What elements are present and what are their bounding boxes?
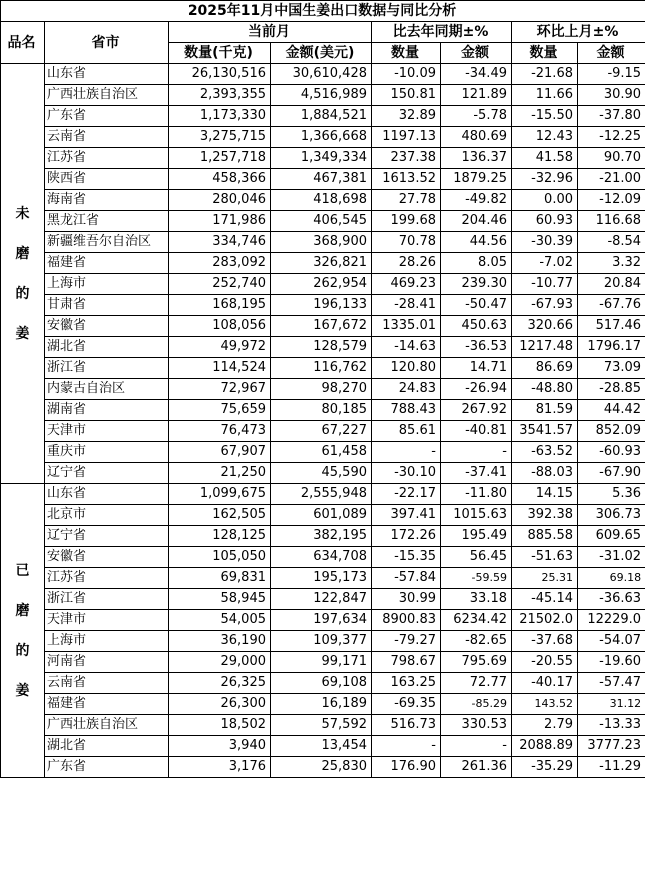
mom-amount-cell: 3.32 [578, 253, 645, 274]
mom-amount-cell: 517.46 [578, 316, 645, 337]
mom-amount-cell: -37.80 [578, 106, 645, 127]
quantity-cell: 3,176 [169, 757, 271, 778]
header-row-1 [1, 22, 645, 43]
mom-amount-cell: -9.15 [578, 64, 645, 85]
header-yoy: 比去年同期±% [372, 22, 512, 43]
mom-amount-cell: -54.07 [578, 631, 645, 652]
table-row [1, 694, 645, 715]
mom-quantity-cell: 12.43 [512, 127, 578, 148]
province-cell: 天津市 [45, 421, 169, 442]
table-row [1, 337, 645, 358]
quantity-cell: 21,250 [169, 463, 271, 484]
yoy-quantity-cell: -15.35 [372, 547, 441, 568]
category-label [1, 484, 45, 778]
quantity-cell: 1,099,675 [169, 484, 271, 505]
yoy-amount-cell: 239.30 [441, 274, 512, 295]
mom-amount-cell: -21.00 [578, 169, 645, 190]
mom-quantity-cell: -45.14 [512, 589, 578, 610]
quantity-cell: 252,740 [169, 274, 271, 295]
yoy-amount-cell: 267.92 [441, 400, 512, 421]
province-cell: 福建省 [45, 694, 169, 715]
mom-quantity-cell: 60.93 [512, 211, 578, 232]
province-cell: 辽宁省 [45, 526, 169, 547]
table-row [1, 715, 645, 736]
yoy-quantity-cell: 798.67 [372, 652, 441, 673]
yoy-quantity-cell: -22.17 [372, 484, 441, 505]
yoy-quantity-cell: - [372, 736, 441, 757]
province-cell: 福建省 [45, 253, 169, 274]
quantity-cell: 29,000 [169, 652, 271, 673]
header-current-month: 当前月 [169, 22, 372, 43]
yoy-quantity-cell: 30.99 [372, 589, 441, 610]
mom-quantity-cell: -32.96 [512, 169, 578, 190]
yoy-amount-cell: 1015.63 [441, 505, 512, 526]
province-cell: 天津市 [45, 610, 169, 631]
quantity-cell: 54,005 [169, 610, 271, 631]
province-cell: 云南省 [45, 127, 169, 148]
mom-quantity-cell: -51.63 [512, 547, 578, 568]
province-cell: 云南省 [45, 673, 169, 694]
mom-quantity-cell: -63.52 [512, 442, 578, 463]
province-cell: 上海市 [45, 631, 169, 652]
yoy-amount-cell: 261.36 [441, 757, 512, 778]
yoy-quantity-cell: 120.80 [372, 358, 441, 379]
mom-amount-cell: 30.90 [578, 85, 645, 106]
header-mom-amount: 金额 [578, 43, 645, 64]
quantity-cell: 36,190 [169, 631, 271, 652]
amount-cell: 167,672 [271, 316, 372, 337]
mom-amount-cell: 69.18 [578, 568, 645, 589]
yoy-amount-cell: 121.89 [441, 85, 512, 106]
quantity-cell: 283,092 [169, 253, 271, 274]
amount-cell: 326,821 [271, 253, 372, 274]
mom-amount-cell: -13.33 [578, 715, 645, 736]
table-row [1, 421, 645, 442]
amount-cell: 1,884,521 [271, 106, 372, 127]
mom-amount-cell: 90.70 [578, 148, 645, 169]
table-row [1, 400, 645, 421]
yoy-quantity-cell: 516.73 [372, 715, 441, 736]
table-row [1, 484, 645, 505]
province-cell: 陕西省 [45, 169, 169, 190]
table-row [1, 526, 645, 547]
mom-quantity-cell: -48.80 [512, 379, 578, 400]
province-cell: 山东省 [45, 484, 169, 505]
yoy-quantity-cell: 32.89 [372, 106, 441, 127]
header-mom: 环比上月±% [512, 22, 645, 43]
quantity-cell: 49,972 [169, 337, 271, 358]
mom-amount-cell: 852.09 [578, 421, 645, 442]
header-province: 省市 [45, 22, 169, 64]
province-cell: 浙江省 [45, 589, 169, 610]
yoy-amount-cell: 795.69 [441, 652, 512, 673]
mom-amount-cell: -60.93 [578, 442, 645, 463]
table-row [1, 631, 645, 652]
mom-amount-cell: 44.42 [578, 400, 645, 421]
province-cell: 北京市 [45, 505, 169, 526]
mom-amount-cell: -67.76 [578, 295, 645, 316]
table-row [1, 190, 645, 211]
table-row [1, 442, 645, 463]
amount-cell: 467,381 [271, 169, 372, 190]
table-row [1, 589, 645, 610]
mom-quantity-cell: 1217.48 [512, 337, 578, 358]
mom-quantity-cell: -37.68 [512, 631, 578, 652]
province-cell: 江苏省 [45, 148, 169, 169]
province-cell: 甘肃省 [45, 295, 169, 316]
yoy-quantity-cell: 199.68 [372, 211, 441, 232]
yoy-quantity-cell: 27.78 [372, 190, 441, 211]
amount-cell: 69,108 [271, 673, 372, 694]
yoy-amount-cell: -36.53 [441, 337, 512, 358]
province-cell: 安徽省 [45, 547, 169, 568]
table-row [1, 652, 645, 673]
mom-amount-cell: 73.09 [578, 358, 645, 379]
amount-cell: 57,592 [271, 715, 372, 736]
quantity-cell: 75,659 [169, 400, 271, 421]
yoy-amount-cell: -40.81 [441, 421, 512, 442]
amount-cell: 25,830 [271, 757, 372, 778]
amount-cell: 601,089 [271, 505, 372, 526]
mom-quantity-cell: 41.58 [512, 148, 578, 169]
table-row [1, 127, 645, 148]
quantity-cell: 72,967 [169, 379, 271, 400]
mom-amount-cell: -12.09 [578, 190, 645, 211]
yoy-quantity-cell: 788.43 [372, 400, 441, 421]
table-row [1, 274, 645, 295]
mom-quantity-cell: 3541.57 [512, 421, 578, 442]
amount-cell: 196,133 [271, 295, 372, 316]
yoy-quantity-cell: 85.61 [372, 421, 441, 442]
quantity-cell: 162,505 [169, 505, 271, 526]
amount-cell: 99,171 [271, 652, 372, 673]
amount-cell: 128,579 [271, 337, 372, 358]
mom-quantity-cell: 885.58 [512, 526, 578, 547]
mom-amount-cell: 3777.23 [578, 736, 645, 757]
table-row [1, 736, 645, 757]
table-row [1, 295, 645, 316]
province-cell: 上海市 [45, 274, 169, 295]
quantity-cell: 458,366 [169, 169, 271, 190]
province-cell: 河南省 [45, 652, 169, 673]
quantity-cell: 69,831 [169, 568, 271, 589]
amount-cell: 406,545 [271, 211, 372, 232]
yoy-amount-cell: 8.05 [441, 253, 512, 274]
province-cell: 江苏省 [45, 568, 169, 589]
amount-cell: 109,377 [271, 631, 372, 652]
yoy-quantity-cell: 70.78 [372, 232, 441, 253]
table-row [1, 547, 645, 568]
table-row [1, 463, 645, 484]
yoy-quantity-cell: 24.83 [372, 379, 441, 400]
header-yoy-amount: 金额 [441, 43, 512, 64]
province-cell: 湖南省 [45, 400, 169, 421]
quantity-cell: 58,945 [169, 589, 271, 610]
mom-quantity-cell: 11.66 [512, 85, 578, 106]
amount-cell: 13,454 [271, 736, 372, 757]
province-cell: 安徽省 [45, 316, 169, 337]
mom-quantity-cell: 2.79 [512, 715, 578, 736]
yoy-quantity-cell: -69.35 [372, 694, 441, 715]
title-row [1, 1, 645, 22]
mom-amount-cell: -11.29 [578, 757, 645, 778]
amount-cell: 116,762 [271, 358, 372, 379]
yoy-quantity-cell: -14.63 [372, 337, 441, 358]
mom-quantity-cell: -88.03 [512, 463, 578, 484]
mom-amount-cell: 609.65 [578, 526, 645, 547]
yoy-quantity-cell: 176.90 [372, 757, 441, 778]
quantity-cell: 168,195 [169, 295, 271, 316]
mom-amount-cell: -67.90 [578, 463, 645, 484]
yoy-quantity-cell: 150.81 [372, 85, 441, 106]
amount-cell: 45,590 [271, 463, 372, 484]
province-cell: 山东省 [45, 64, 169, 85]
table-row [1, 316, 645, 337]
mom-amount-cell: -28.85 [578, 379, 645, 400]
yoy-quantity-cell: -57.84 [372, 568, 441, 589]
quantity-cell: 114,524 [169, 358, 271, 379]
mom-quantity-cell: 0.00 [512, 190, 578, 211]
amount-cell: 1,366,668 [271, 127, 372, 148]
amount-cell: 2,555,948 [271, 484, 372, 505]
category-label [1, 64, 45, 484]
mom-quantity-cell: 81.59 [512, 400, 578, 421]
mom-quantity-cell: 25.31 [512, 568, 578, 589]
amount-cell: 30,610,428 [271, 64, 372, 85]
yoy-amount-cell: 204.46 [441, 211, 512, 232]
table-row [1, 568, 645, 589]
table-row [1, 757, 645, 778]
yoy-quantity-cell: -28.41 [372, 295, 441, 316]
quantity-cell: 3,940 [169, 736, 271, 757]
yoy-amount-cell: 1879.25 [441, 169, 512, 190]
quantity-cell: 26,130,516 [169, 64, 271, 85]
amount-cell: 368,900 [271, 232, 372, 253]
header-yoy-qty: 数量 [372, 43, 441, 64]
yoy-amount-cell: -11.80 [441, 484, 512, 505]
mom-quantity-cell: 21502.0 [512, 610, 578, 631]
yoy-quantity-cell: 8900.83 [372, 610, 441, 631]
table-row [1, 106, 645, 127]
mom-quantity-cell: -20.55 [512, 652, 578, 673]
quantity-cell: 280,046 [169, 190, 271, 211]
mom-quantity-cell: -35.29 [512, 757, 578, 778]
province-cell: 湖北省 [45, 736, 169, 757]
amount-cell: 98,270 [271, 379, 372, 400]
table-row [1, 211, 645, 232]
yoy-quantity-cell: - [372, 442, 441, 463]
yoy-quantity-cell: -30.10 [372, 463, 441, 484]
yoy-quantity-cell: 469.23 [372, 274, 441, 295]
amount-cell: 634,708 [271, 547, 372, 568]
province-cell: 广西壮族自治区 [45, 715, 169, 736]
province-cell: 黑龙江省 [45, 211, 169, 232]
mom-amount-cell: 31.12 [578, 694, 645, 715]
yoy-amount-cell: -59.59 [441, 568, 512, 589]
yoy-amount-cell: -37.41 [441, 463, 512, 484]
yoy-amount-cell: - [441, 442, 512, 463]
mom-quantity-cell: 2088.89 [512, 736, 578, 757]
header-category: 品名 [1, 22, 45, 64]
table-row [1, 610, 645, 631]
table-row [1, 148, 645, 169]
category-name: 已磨的姜 [15, 562, 30, 699]
yoy-amount-cell: - [441, 736, 512, 757]
mom-quantity-cell: 320.66 [512, 316, 578, 337]
quantity-cell: 128,125 [169, 526, 271, 547]
province-cell: 内蒙古自治区 [45, 379, 169, 400]
mom-quantity-cell: 143.52 [512, 694, 578, 715]
quantity-cell: 3,275,715 [169, 127, 271, 148]
yoy-quantity-cell: -10.09 [372, 64, 441, 85]
mom-quantity-cell: -7.02 [512, 253, 578, 274]
category-name: 未磨的姜 [15, 205, 30, 342]
mom-quantity-cell: -21.68 [512, 64, 578, 85]
mom-amount-cell: 1796.17 [578, 337, 645, 358]
yoy-amount-cell: -5.78 [441, 106, 512, 127]
yoy-amount-cell: 14.71 [441, 358, 512, 379]
province-cell: 广东省 [45, 106, 169, 127]
mom-quantity-cell: -30.39 [512, 232, 578, 253]
mom-amount-cell: 116.68 [578, 211, 645, 232]
amount-cell: 195,173 [271, 568, 372, 589]
province-cell: 广西壮族自治区 [45, 85, 169, 106]
quantity-cell: 26,300 [169, 694, 271, 715]
amount-cell: 1,349,334 [271, 148, 372, 169]
amount-cell: 80,185 [271, 400, 372, 421]
yoy-amount-cell: 56.45 [441, 547, 512, 568]
table-row [1, 64, 645, 85]
mom-amount-cell: -19.60 [578, 652, 645, 673]
yoy-amount-cell: 480.69 [441, 127, 512, 148]
yoy-quantity-cell: -79.27 [372, 631, 441, 652]
province-cell: 广东省 [45, 757, 169, 778]
yoy-quantity-cell: 397.41 [372, 505, 441, 526]
yoy-amount-cell: 136.37 [441, 148, 512, 169]
yoy-quantity-cell: 28.26 [372, 253, 441, 274]
table-row [1, 379, 645, 400]
mom-quantity-cell: 14.15 [512, 484, 578, 505]
table-row [1, 505, 645, 526]
yoy-amount-cell: 33.18 [441, 589, 512, 610]
yoy-amount-cell: 6234.42 [441, 610, 512, 631]
mom-quantity-cell: 392.38 [512, 505, 578, 526]
province-cell: 海南省 [45, 190, 169, 211]
province-cell: 浙江省 [45, 358, 169, 379]
mom-quantity-cell: 86.69 [512, 358, 578, 379]
table-title: 2025年11月中国生姜出口数据与同比分析 [1, 1, 645, 22]
yoy-amount-cell: -34.49 [441, 64, 512, 85]
header-qty-kg: 数量(千克) [169, 43, 271, 64]
mom-amount-cell: -12.25 [578, 127, 645, 148]
amount-cell: 4,516,989 [271, 85, 372, 106]
quantity-cell: 76,473 [169, 421, 271, 442]
yoy-amount-cell: -85.29 [441, 694, 512, 715]
amount-cell: 262,954 [271, 274, 372, 295]
yoy-amount-cell: -49.82 [441, 190, 512, 211]
amount-cell: 67,227 [271, 421, 372, 442]
table-row [1, 232, 645, 253]
quantity-cell: 171,986 [169, 211, 271, 232]
mom-amount-cell: -36.63 [578, 589, 645, 610]
mom-amount-cell: 12229.0 [578, 610, 645, 631]
mom-amount-cell: -31.02 [578, 547, 645, 568]
mom-quantity-cell: -67.93 [512, 295, 578, 316]
quantity-cell: 334,746 [169, 232, 271, 253]
yoy-amount-cell: -82.65 [441, 631, 512, 652]
yoy-amount-cell: -26.94 [441, 379, 512, 400]
province-cell: 新疆维吾尔自治区 [45, 232, 169, 253]
yoy-quantity-cell: 163.25 [372, 673, 441, 694]
mom-amount-cell: 5.36 [578, 484, 645, 505]
table-row [1, 85, 645, 106]
mom-amount-cell: 306.73 [578, 505, 645, 526]
yoy-amount-cell: 72.77 [441, 673, 512, 694]
province-cell: 湖北省 [45, 337, 169, 358]
yoy-amount-cell: 195.49 [441, 526, 512, 547]
mom-quantity-cell: -40.17 [512, 673, 578, 694]
quantity-cell: 2,393,355 [169, 85, 271, 106]
quantity-cell: 18,502 [169, 715, 271, 736]
table-row [1, 673, 645, 694]
amount-cell: 61,458 [271, 442, 372, 463]
yoy-quantity-cell: 1335.01 [372, 316, 441, 337]
quantity-cell: 105,050 [169, 547, 271, 568]
header-mom-qty: 数量 [512, 43, 578, 64]
amount-cell: 197,634 [271, 610, 372, 631]
quantity-cell: 108,056 [169, 316, 271, 337]
amount-cell: 418,698 [271, 190, 372, 211]
amount-cell: 16,189 [271, 694, 372, 715]
yoy-quantity-cell: 237.38 [372, 148, 441, 169]
mom-amount-cell: -8.54 [578, 232, 645, 253]
yoy-quantity-cell: 1613.52 [372, 169, 441, 190]
mom-amount-cell: 20.84 [578, 274, 645, 295]
quantity-cell: 1,257,718 [169, 148, 271, 169]
province-cell: 重庆市 [45, 442, 169, 463]
yoy-quantity-cell: 172.26 [372, 526, 441, 547]
amount-cell: 382,195 [271, 526, 372, 547]
quantity-cell: 26,325 [169, 673, 271, 694]
table-row [1, 358, 645, 379]
mom-amount-cell: -57.47 [578, 673, 645, 694]
province-cell: 辽宁省 [45, 463, 169, 484]
mom-quantity-cell: -15.50 [512, 106, 578, 127]
table-row [1, 169, 645, 190]
table-row [1, 253, 645, 274]
yoy-amount-cell: 450.63 [441, 316, 512, 337]
yoy-amount-cell: -50.47 [441, 295, 512, 316]
yoy-amount-cell: 330.53 [441, 715, 512, 736]
yoy-amount-cell: 44.56 [441, 232, 512, 253]
quantity-cell: 67,907 [169, 442, 271, 463]
quantity-cell: 1,173,330 [169, 106, 271, 127]
header-amount-usd: 金额(美元) [271, 43, 372, 64]
yoy-quantity-cell: 1197.13 [372, 127, 441, 148]
amount-cell: 122,847 [271, 589, 372, 610]
mom-quantity-cell: -10.77 [512, 274, 578, 295]
